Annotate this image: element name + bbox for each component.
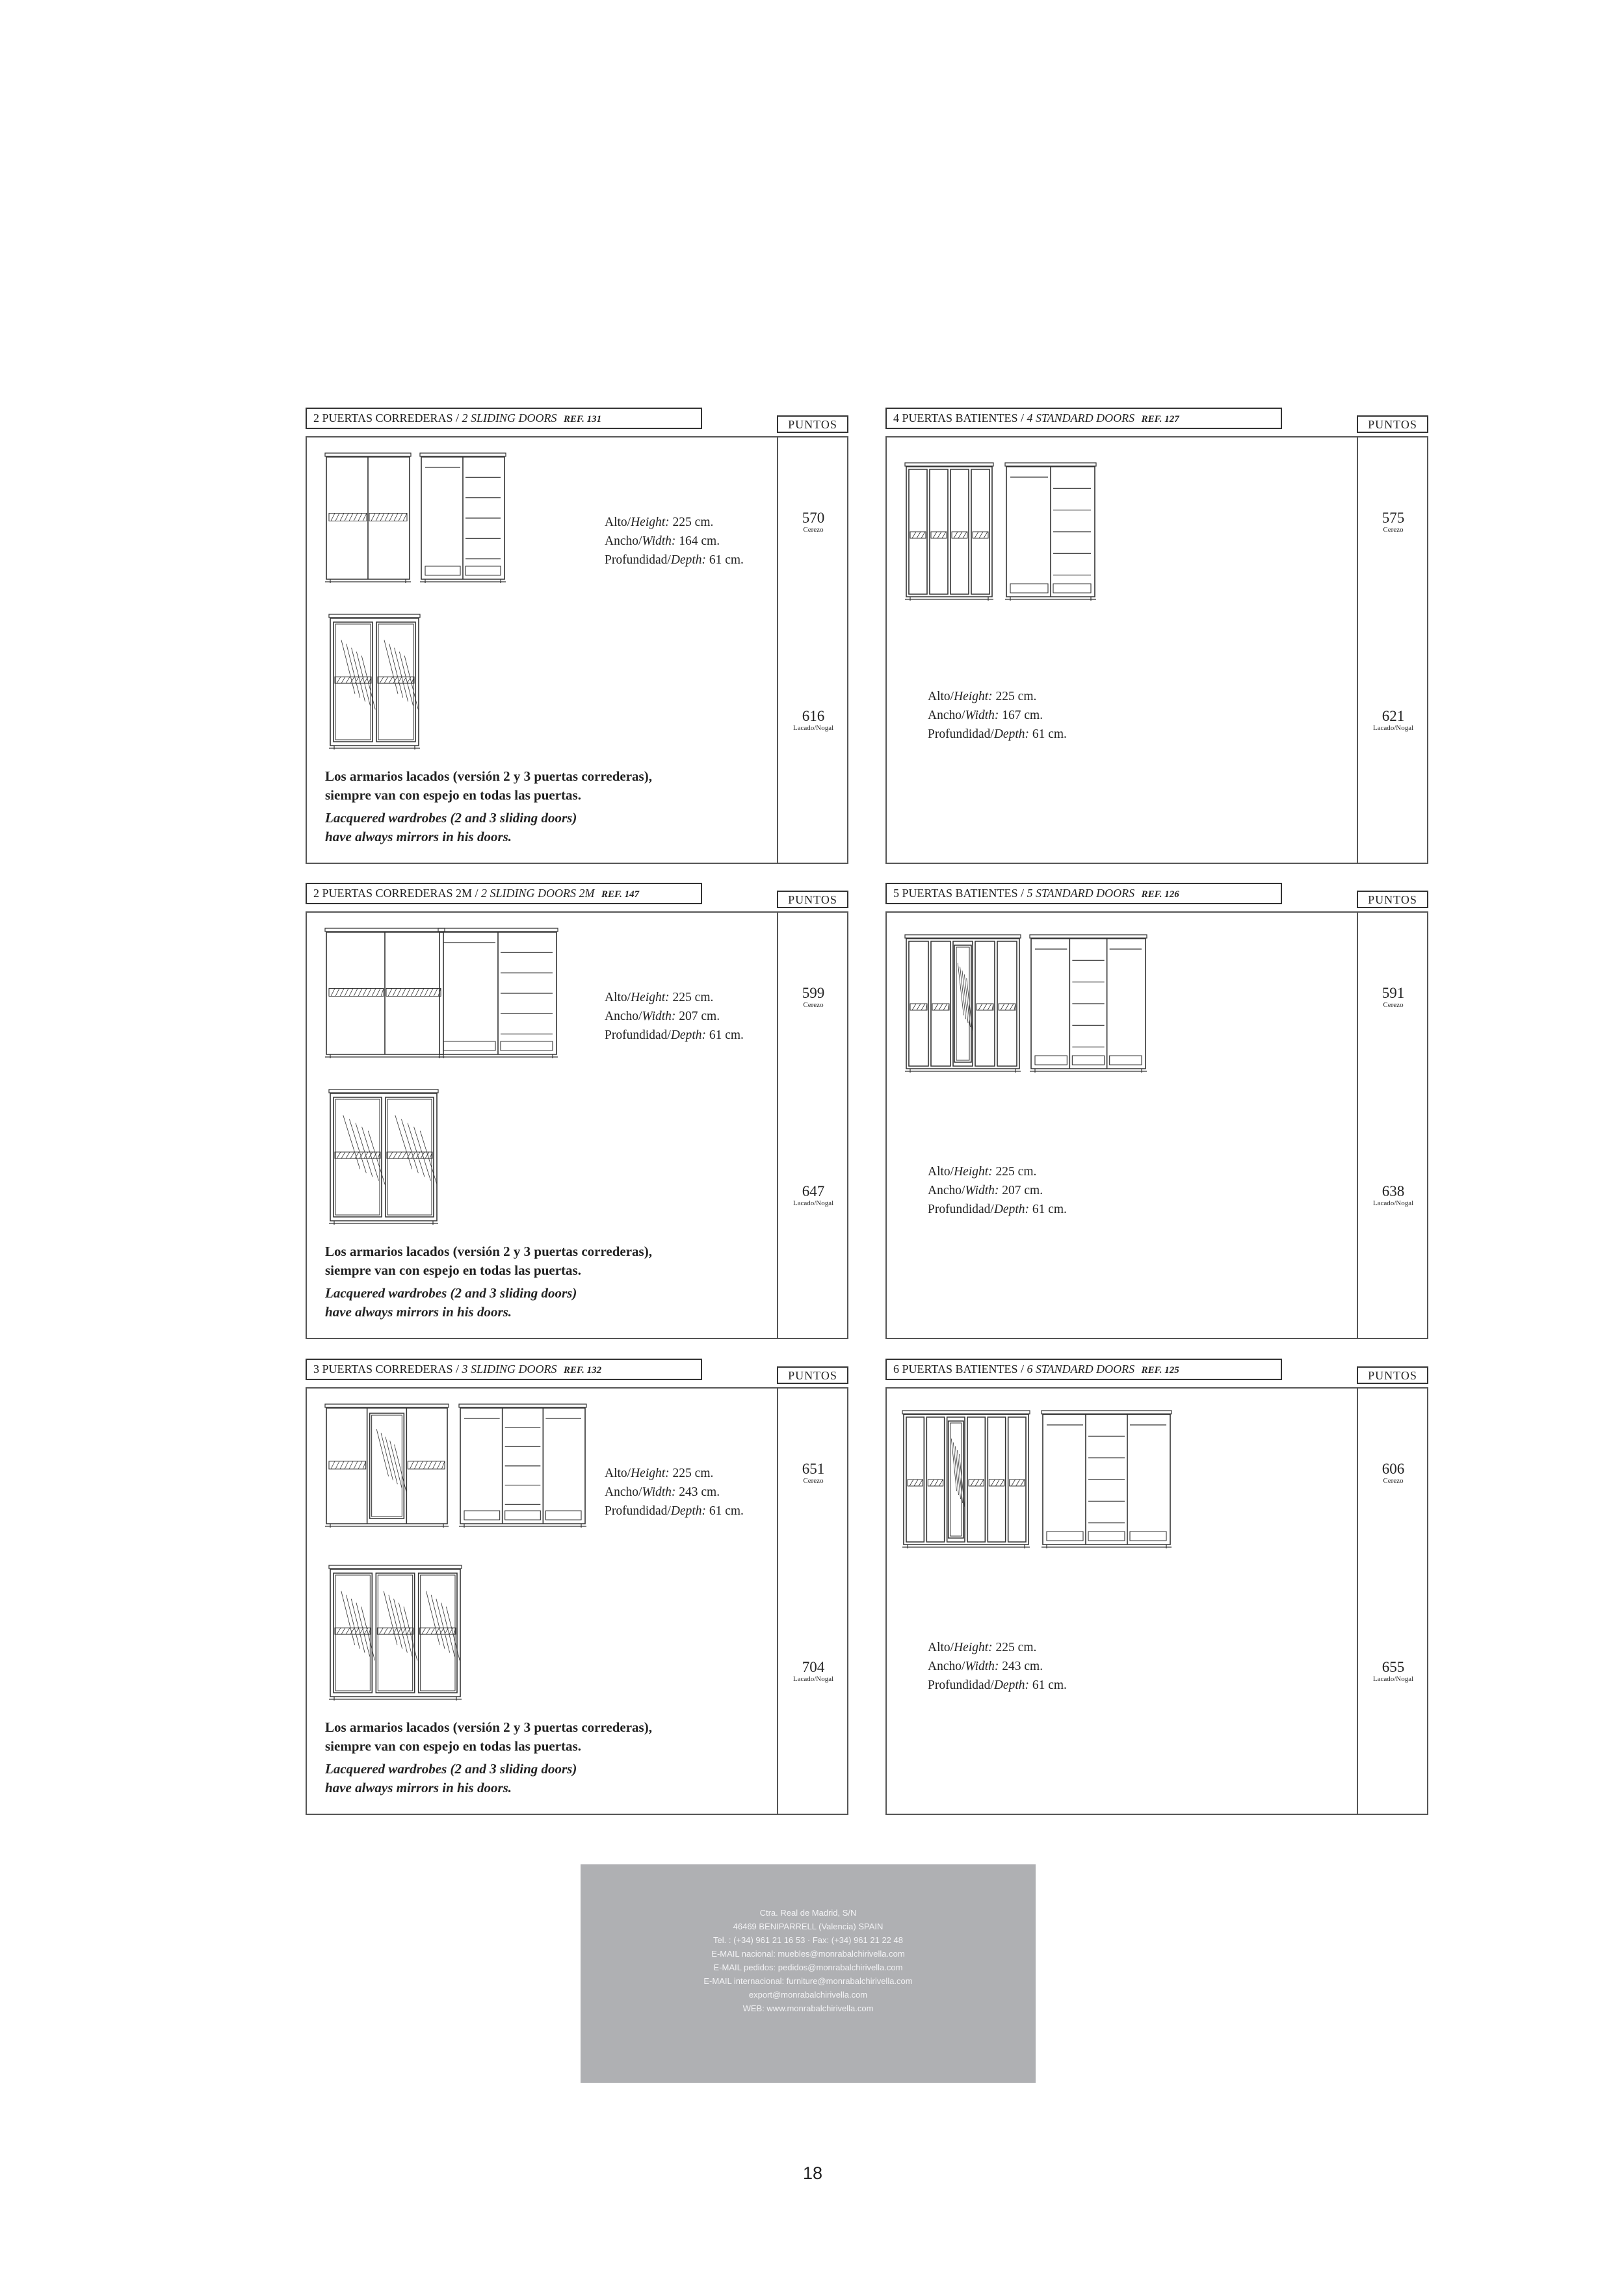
product-panel-ref-147 xyxy=(306,883,848,1339)
address-line: Ctra. Real de Madrid, S/N xyxy=(759,1908,857,1918)
product-panel-ref-131 xyxy=(306,408,848,864)
puntos-header: PUNTOS xyxy=(777,1366,848,1384)
puntos-header: PUNTOS xyxy=(1357,1366,1428,1384)
wardrobe-interior-drawing xyxy=(1030,935,1147,1073)
product-panel-ref-127 xyxy=(885,408,1428,864)
panel-title: 5 PUERTAS BATIENTES / 5 STANDARD DOORS REF. 126 xyxy=(885,883,1282,904)
divider xyxy=(777,911,778,1339)
points-cerezo: 606 Cerezo xyxy=(1382,1461,1405,1485)
points-cerezo: 651 Cerezo xyxy=(802,1461,825,1485)
points-cerezo: 575 Cerezo xyxy=(1382,510,1405,534)
puntos-header: PUNTOS xyxy=(777,891,848,908)
divider xyxy=(1357,911,1358,1339)
wardrobe-front-drawing xyxy=(902,1411,1030,1548)
wardrobe-front-drawing xyxy=(325,928,445,1058)
points-lacado-nogal: 621 Lacado/Nogal xyxy=(1372,708,1414,732)
page-number: 18 xyxy=(802,2163,823,2183)
panel-title: 3 PUERTAS CORREDERAS / 3 SLIDING DOORS REF. 132 xyxy=(306,1359,702,1380)
dimensions: Alto/Height: 225 cm. Ancho/Width: 243 cm. Profundidad/Depth: 61 cm. xyxy=(605,1467,744,1518)
wardrobe-interior-drawing xyxy=(459,1404,586,1528)
points-lacado-nogal: 647 Lacado/Nogal xyxy=(792,1183,834,1207)
panel-title: 2 PUERTAS CORREDERAS 2M / 2 SLIDING DOORS 2M REF. 147 xyxy=(306,883,702,904)
puntos-header: PUNTOS xyxy=(1357,891,1428,908)
wardrobe-front-drawing xyxy=(325,453,411,583)
points-cerezo: 570 Cerezo xyxy=(802,510,825,534)
product-panel-ref-125 xyxy=(885,1359,1428,1815)
phone-line: Tel. : (+34) 961 21 16 53 · Fax: (+34) 961 21 22 48 xyxy=(713,1935,903,1945)
dimensions: Alto/Height: 225 cm. Ancho/Width: 167 cm. Profundidad/Depth: 61 cm. xyxy=(928,690,1067,741)
mirror-wardrobe-drawing xyxy=(329,614,420,750)
puntos-header: PUNTOS xyxy=(1357,415,1428,433)
points-lacado-nogal: 704 Lacado/Nogal xyxy=(792,1659,834,1683)
panel-title: 6 PUERTAS BATIENTES / 6 STANDARD DOORS REF. 125 xyxy=(885,1359,1282,1380)
divider xyxy=(777,436,778,864)
email-national: E-MAIL nacional: muebles@monrabalchirivella.com xyxy=(711,1949,905,1959)
divider xyxy=(1357,1387,1358,1815)
divider xyxy=(777,1387,778,1815)
puntos-header: PUNTOS xyxy=(777,415,848,433)
points-lacado-nogal: 655 Lacado/Nogal xyxy=(1372,1659,1414,1683)
email-orders: E-MAIL pedidos: pedidos@monrabalchirivella.com xyxy=(713,1963,903,1972)
divider xyxy=(1357,436,1358,864)
website: WEB: www.monrabalchirivella.com xyxy=(742,2003,874,2013)
product-panel-ref-126 xyxy=(885,883,1428,1339)
contact-card xyxy=(581,1864,1036,2083)
dimensions: Alto/Height: 225 cm. Ancho/Width: 164 cm. Profundidad/Depth: 61 cm. xyxy=(605,515,744,567)
lacquered-note: Los armarios lacados (versión 2 y 3 puertas correderas), siempre van con espejo en todas las puertas. Lacquered wardrobes (2 and 3 sliding doors) have always mirrors in his doors. xyxy=(325,1719,652,1795)
points-lacado-nogal: 616 Lacado/Nogal xyxy=(792,708,834,732)
panel-title: 4 PUERTAS BATIENTES / 4 STANDARD DOORS REF. 127 xyxy=(885,408,1282,429)
wardrobe-interior-drawing xyxy=(438,928,558,1058)
wardrobe-interior-drawing xyxy=(1041,1411,1172,1548)
product-panel-ref-132 xyxy=(306,1359,848,1815)
dimensions: Alto/Height: 225 cm. Ancho/Width: 243 cm. Profundidad/Depth: 61 cm. xyxy=(928,1641,1067,1692)
wardrobe-interior-drawing xyxy=(420,453,506,583)
lacquered-note: Los armarios lacados (versión 2 y 3 puertas correderas), siempre van con espejo en todas las puertas. Lacquered wardrobes (2 and 3 sliding doors) have always mirrors in his doors. xyxy=(325,768,652,844)
wardrobe-interior-drawing xyxy=(1005,463,1096,601)
lacquered-note: Los armarios lacados (versión 2 y 3 puertas correderas), siempre van con espejo en todas las puertas. Lacquered wardrobes (2 and 3 sliding doors) have always mirrors in his doors. xyxy=(325,1244,652,1320)
panel-title: 2 PUERTAS CORREDERAS / 2 SLIDING DOORS REF. 131 xyxy=(306,408,702,429)
points-lacado-nogal: 638 Lacado/Nogal xyxy=(1372,1183,1414,1207)
email-export: export@monrabalchirivella.com xyxy=(748,1990,868,2000)
dimensions: Alto/Height: 225 cm. Ancho/Width: 207 cm. Profundidad/Depth: 61 cm. xyxy=(928,1165,1067,1216)
points-cerezo: 591 Cerezo xyxy=(1382,985,1405,1009)
wardrobe-front-drawing xyxy=(325,1404,449,1528)
mirror-wardrobe-drawing xyxy=(329,1565,462,1701)
city-line: 46469 BENIPARRELL (Valencia) SPAIN xyxy=(733,1922,884,1931)
mirror-wardrobe-drawing xyxy=(329,1089,438,1225)
wardrobe-front-drawing xyxy=(905,463,993,601)
dimensions: Alto/Height: 225 cm. Ancho/Width: 207 cm. Profundidad/Depth: 61 cm. xyxy=(605,991,744,1042)
points-cerezo: 599 Cerezo xyxy=(802,985,825,1009)
wardrobe-front-drawing xyxy=(905,935,1021,1073)
email-international: E-MAIL internacional: furniture@monrabalchirivella.com xyxy=(703,1976,913,1986)
